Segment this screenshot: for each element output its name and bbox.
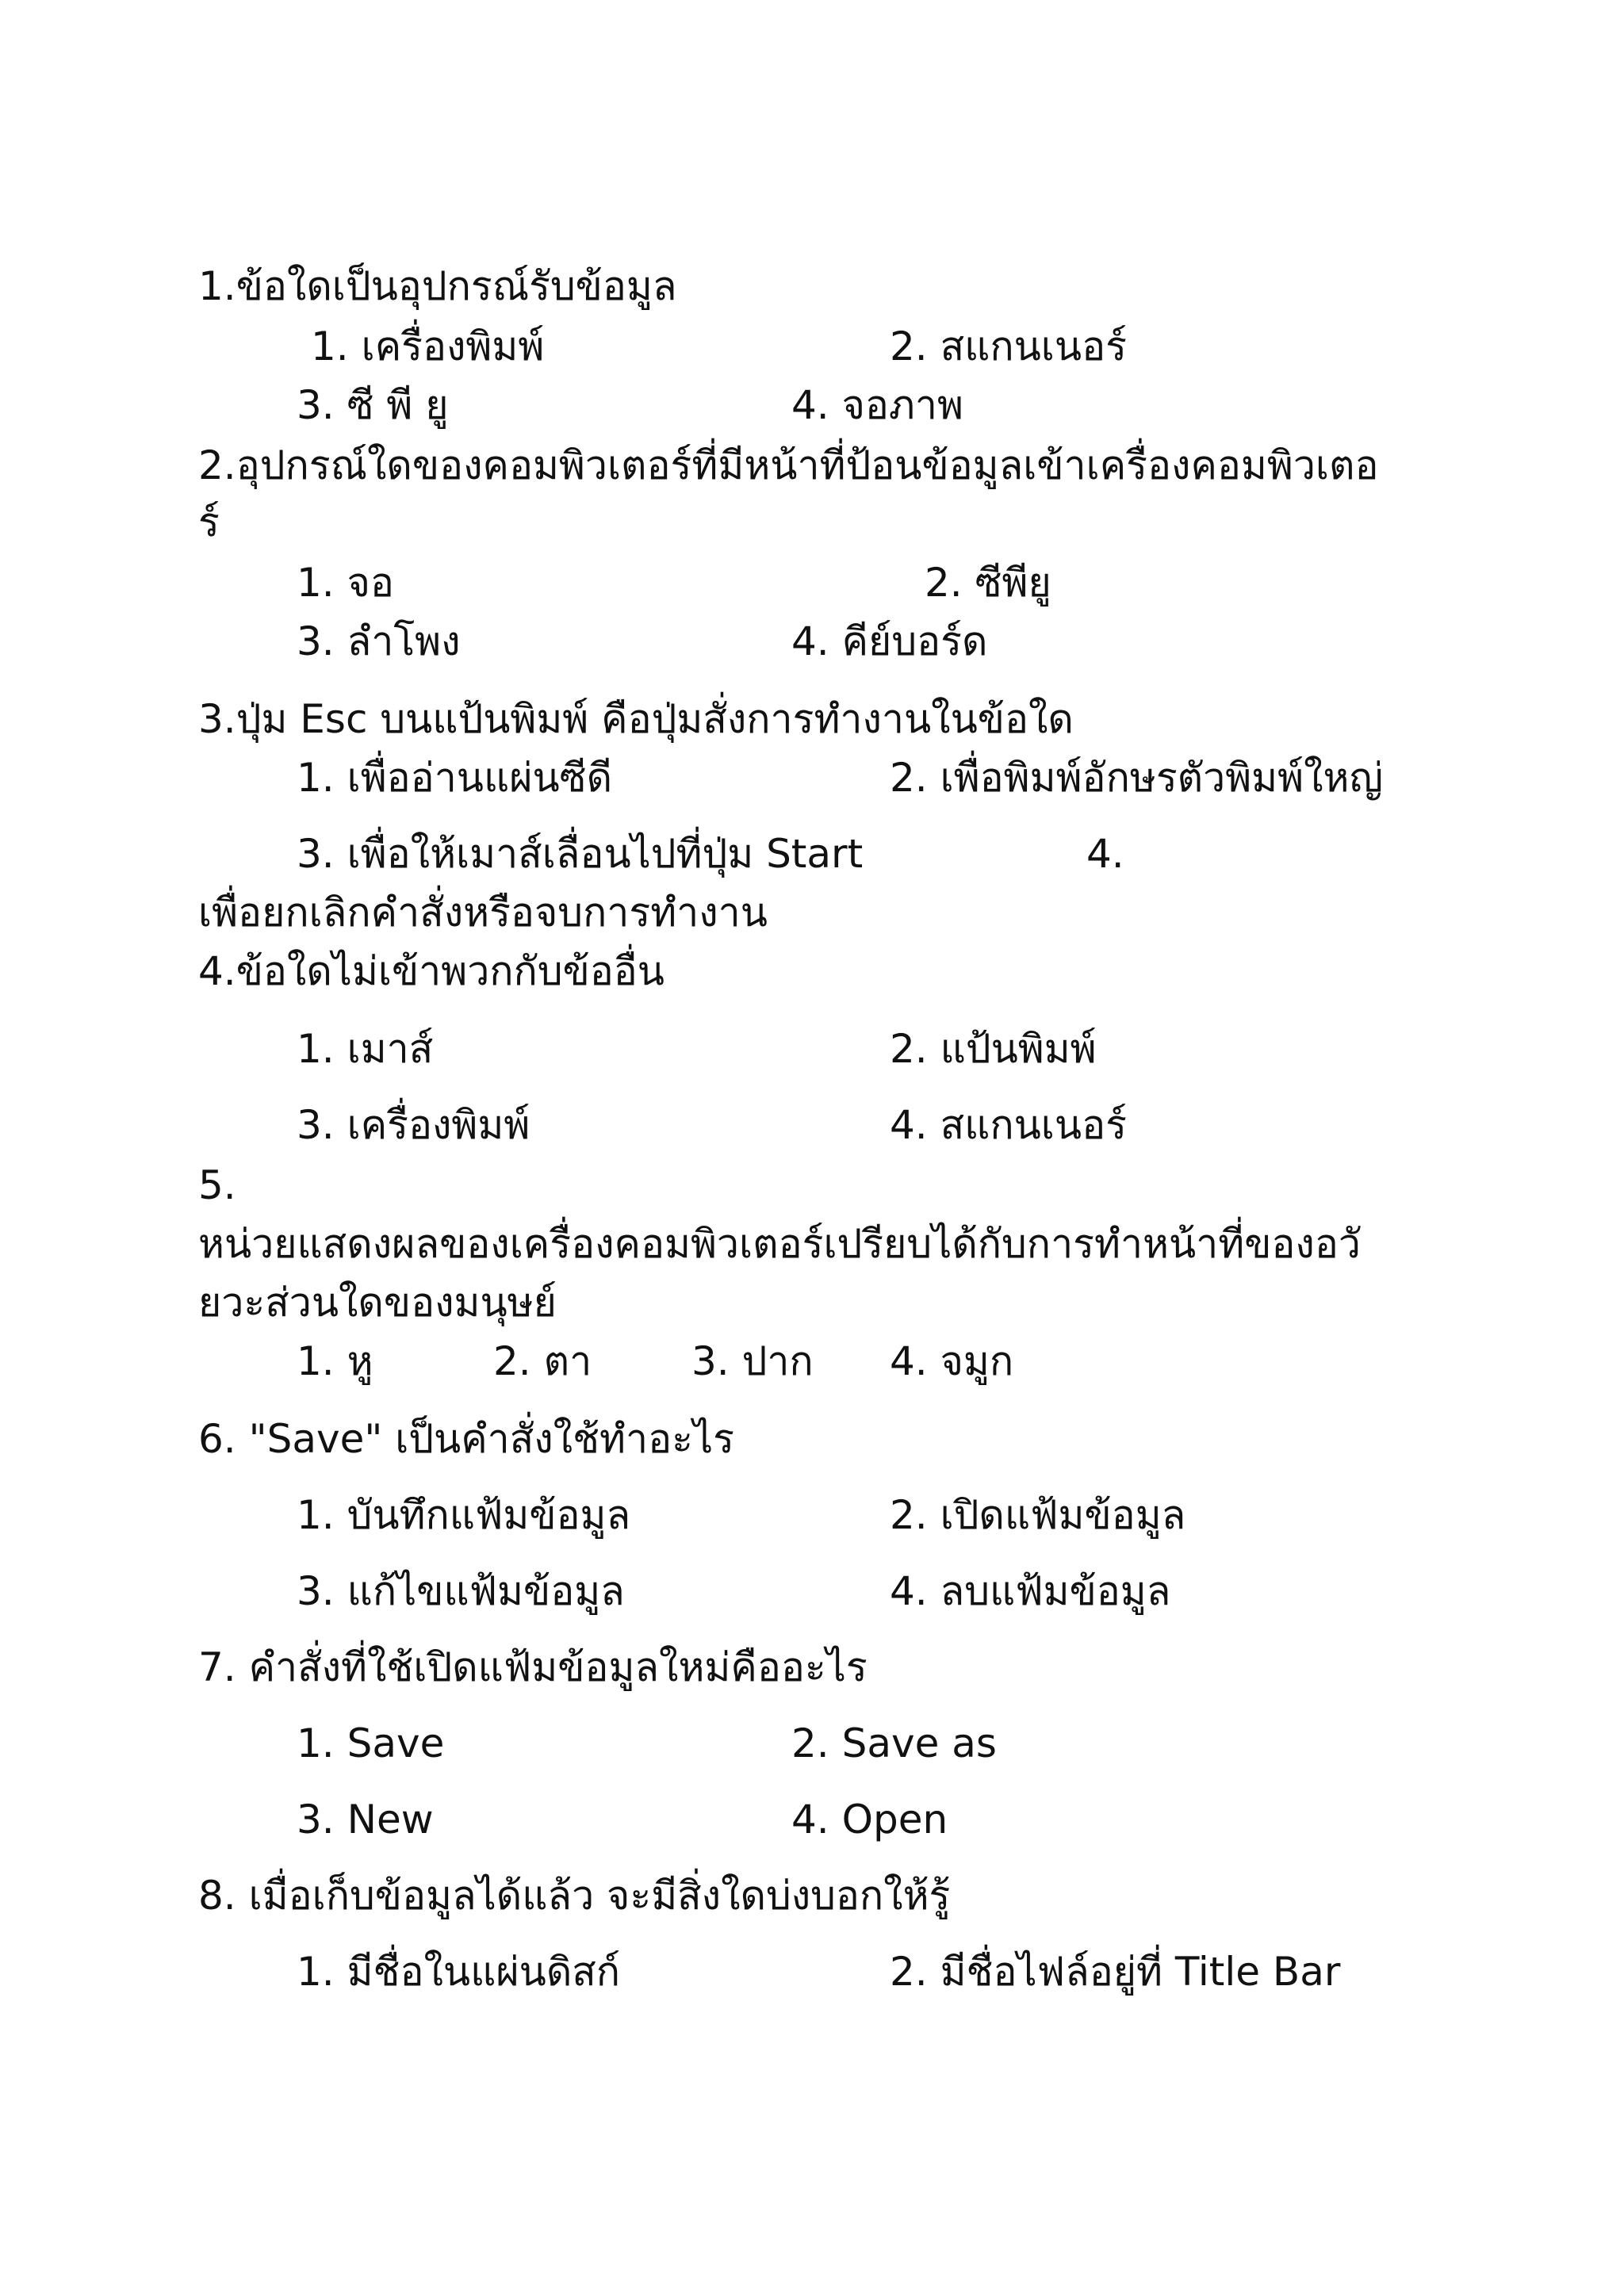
q1-option-4: 4. จอภาพ	[791, 382, 963, 428]
q1-option-1: 1. เครื่องพิมพ์	[311, 323, 545, 369]
q6-option-1: 1. บันทึกแฟ้มข้อมูล	[297, 1492, 631, 1538]
question-2-line-1: 2.อุปกรณ์ใดของคอมพิวเตอร์ที่มีหน้าที่ป้อนข้อมูลเข้าเครื่องคอมพิวเตอ	[198, 442, 1379, 488]
question-7: 7. คำสั่งที่ใช้เปิดแฟ้มข้อมูลใหม่คืออะไร	[198, 1644, 868, 1690]
q5-option-3: 3. ปาก	[691, 1338, 814, 1384]
q4-option-1: 1. เมาส์	[297, 1026, 434, 1072]
q6-option-2: 2. เปิดแฟ้มข้อมูล	[890, 1492, 1186, 1538]
q7-option-1: 1. Save	[297, 1720, 445, 1766]
q3-option-3: 3. เพื่อให้เมาส์เลื่อนไปที่ปุ่ม Start	[297, 831, 864, 877]
q4-option-3: 3. เครื่องพิมพ์	[297, 1102, 530, 1148]
q2-option-3: 3. ลำโพง	[297, 618, 461, 664]
q5-option-4: 4. จมูก	[890, 1338, 1014, 1384]
q6-option-3: 3. แก้ไขแฟ้มข้อมูล	[297, 1568, 625, 1614]
q5-option-1: 1. หู	[297, 1338, 373, 1384]
q4-option-2: 2. แป้นพิมพ์	[890, 1026, 1097, 1072]
question-4: 4.ข้อใดไม่เข้าพวกกับข้ออื่น	[198, 948, 665, 994]
q3-option-4-text: เพื่อยกเลิกคำสั่งหรือจบการทำงาน	[198, 890, 768, 936]
question-2-line-2: ร์	[198, 499, 220, 545]
q3-option-1: 1. เพื่ออ่านแผ่นซีดี	[297, 755, 613, 801]
q1-option-3: 3. ซี พี ยู	[297, 382, 449, 428]
q3-option-2: 2. เพื่อพิมพ์อักษรตัวพิมพ์ใหญ่	[890, 755, 1384, 801]
q7-option-3: 3. New	[297, 1797, 434, 1843]
q8-option-1: 1. มีชื่อในแผ่นดิสก์	[297, 1949, 621, 1995]
q7-option-4: 4. Open	[791, 1797, 948, 1843]
q2-option-4: 4. คีย์บอร์ด	[791, 618, 988, 664]
question-5-number: 5.	[198, 1162, 236, 1208]
q1-option-2: 2. สแกนเนอร์	[890, 323, 1127, 369]
question-5-line-2: ยวะส่วนใดของมนุษย์	[198, 1280, 557, 1326]
q6-option-4: 4. ลบแฟ้มข้อมูล	[890, 1568, 1171, 1614]
q7-option-2: 2. Save as	[791, 1720, 997, 1766]
question-8: 8. เมื่อเก็บข้อมูลได้แล้ว จะมีสิ่งใดบ่งบอกให้รู้	[198, 1873, 951, 1919]
q5-option-2: 2. ตา	[493, 1338, 592, 1384]
q2-option-1: 1. จอ	[297, 560, 394, 606]
question-1: 1.ข้อใดเป็นอุปกรณ์รับข้อมูล	[198, 263, 677, 309]
question-5-line-1: หน่วยแสดงผลของเครื่องคอมพิวเตอร์เปรียบได้กับการทำหน้าที่ของอวั	[198, 1221, 1361, 1267]
q4-option-4: 4. สแกนเนอร์	[890, 1102, 1127, 1148]
q3-option-4: 4.	[1086, 831, 1124, 877]
question-3: 3.ปุ่ม Esc บนแป้นพิมพ์ คือปุ่มสั่งการทำงานในข้อใด	[198, 696, 1074, 742]
question-6: 6. "Save" เป็นคำสั่งใช้ทำอะไร	[198, 1416, 734, 1462]
q8-option-2: 2. มีชื่อไฟล์อยู่ที่ Title Bar	[890, 1949, 1341, 1995]
q2-option-2: 2. ซีพียู	[925, 560, 1051, 606]
